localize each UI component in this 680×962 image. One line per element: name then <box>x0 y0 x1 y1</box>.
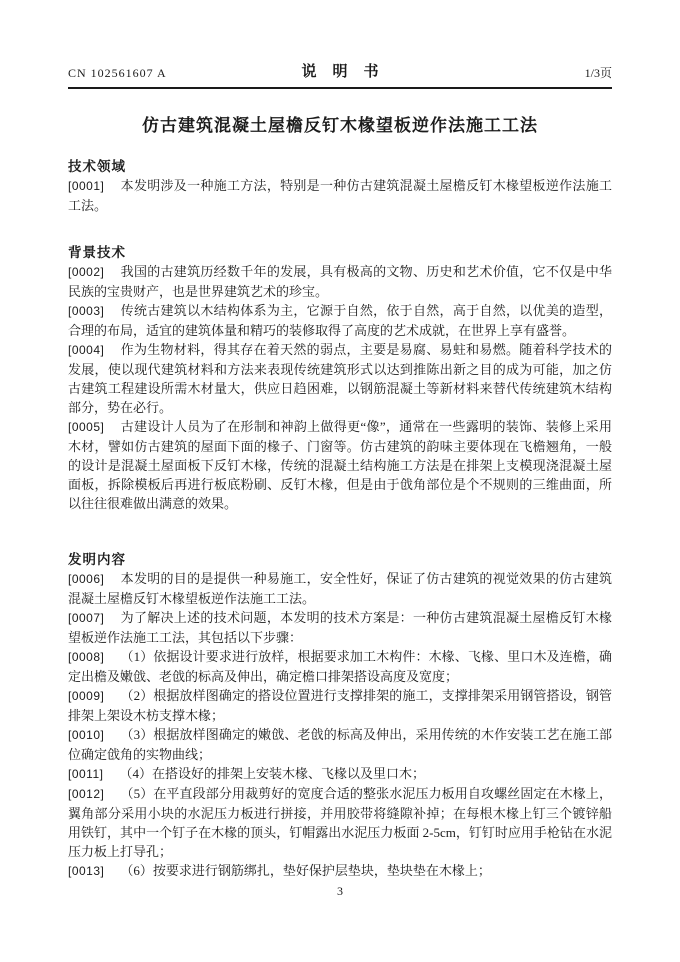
document-section <box>68 157 612 215</box>
paragraph-text: 我国的古建筑历经数千年的发展，具有极高的文物、历史和艺术价值，它不仅是中华民族的宝贵财产，也是世界建筑艺术的珍宝。 <box>68 264 612 299</box>
paragraph-text: 为了解决上述的技术问题，本发明的技术方案是：一种仿古建筑混凝土屋檐反钉木椽望板逆作法施工工法，其包括以下步骤： <box>68 610 612 645</box>
paragraph-text: （1）依据设计要求进行放样，根据要求加工木构件：木椽、飞椽、里口木及连檐，确定出檐及嫩戗、老戗的标高及伸出，确定檐口排架搭设高度及宽度； <box>68 649 612 684</box>
paragraph-text: （5）在平直段部分用裁剪好的宽度合适的整张水泥压力板用自攻螺丝固定在木椽上，翼角部分采用小块的水泥压力板进行拼接，并用胶带将缝隙补掉；在每根木椽上钉三个镀锌船用铁钉，其中一个钉子在木椽的顶头，钉帽露出水泥压力板面 2-5cm，钉钉时应用手枪钻在水泥压力板上打导孔； <box>68 786 612 859</box>
numbered-paragraph <box>68 340 612 417</box>
paragraph-text: （4）在搭设好的排架上安装木椽、飞椽以及里口木； <box>119 766 425 781</box>
page-number: 3 <box>337 884 343 898</box>
paragraph-text: （3）根据放样图确定的嫩戗、老戗的标高及伸出，采用传统的木作安装工艺在施工部位确定戗角的实物曲线； <box>68 727 612 762</box>
numbered-paragraph <box>68 784 612 861</box>
document-section <box>68 550 612 881</box>
document-section <box>68 243 612 513</box>
paragraph-text: 本发明涉及一种施工方法，特别是一种仿古建筑混凝土屋檐反钉木椽望板逆作法施工工法。 <box>68 178 612 213</box>
document-type-label: 说明书 <box>301 64 395 80</box>
section-heading: 发明内容 <box>68 552 126 567</box>
paragraph-number: [0009] <box>68 689 105 703</box>
paragraph-number: [0001] <box>68 179 105 193</box>
section-heading: 技术领域 <box>68 159 126 174</box>
paragraph-text: （6）按要求进行钢筋绑扎，垫好保护层垫块，垫块垫在木椽上； <box>120 863 491 878</box>
paragraph-number: [0006] <box>68 572 105 586</box>
paragraph-number: [0002] <box>68 265 105 279</box>
paragraph-number: [0008] <box>68 650 105 664</box>
invention-title: 仿古建筑混凝土屋檐反钉木椽望板逆作法施工工法 <box>142 116 538 135</box>
paragraph-number: [0012] <box>68 787 105 801</box>
numbered-paragraph <box>68 764 612 784</box>
section-heading: 背景技术 <box>68 245 126 260</box>
numbered-paragraph <box>68 569 612 608</box>
numbered-paragraph <box>68 301 612 340</box>
page-footer <box>0 882 680 900</box>
numbered-paragraph <box>68 176 612 215</box>
numbered-paragraph <box>68 608 612 647</box>
paragraph-number: [0004] <box>68 343 105 357</box>
paragraph-number: [0005] <box>68 420 105 434</box>
paragraph-number: [0010] <box>68 728 105 742</box>
paragraph-text: 古建设计人员为了在形制和神韵上做得更“像”，通常在一些露明的装饰、装修上采用木材，譬如仿古建筑的屋面下面的椽子、门窗等。仿古建筑的韵味主要体现在飞檐翘角，一般的设计是混凝土屋面板下反钉木椽，传统的混凝土结构施工方法是在排架上支模现浇混凝土屋面板，拆除模板后再进行板底粉刷、反钉木椽，但是由于戗角部位是个不规则的三维曲面，所以往往很难做出满意的效果。 <box>68 419 612 511</box>
paragraph-number: [0011] <box>68 767 104 781</box>
page-header <box>68 60 612 89</box>
numbered-paragraph <box>68 647 612 686</box>
paragraph-text: （2）根据放样图确定的搭设位置进行支撑排架的施工，支撑排架采用钢管搭设，钢管排架上架设木枋支撑木椽； <box>68 688 612 723</box>
page-indicator: 1/3页 <box>584 66 613 80</box>
paragraph-text: 传统古建筑以木结构体系为主，它源于自然，依于自然，高于自然，以优美的造型，合理的布局，适宜的建筑体量和精巧的装修取得了高度的艺术成就，在世界上享有盛誉。 <box>68 303 612 338</box>
paragraph-text: 本发明的目的是提供一种易施工，安全性好，保证了仿古建筑的视觉效果的仿古建筑混凝土屋檐反钉木椽望板逆作法施工工法。 <box>68 571 612 606</box>
paragraph-number: [0007] <box>68 611 105 625</box>
document-body <box>68 157 612 881</box>
document-number: CN 102561607 A <box>68 66 167 80</box>
numbered-paragraph <box>68 686 612 725</box>
paragraph-number: [0013] <box>68 864 105 878</box>
numbered-paragraph <box>68 262 612 301</box>
numbered-paragraph <box>68 861 612 881</box>
numbered-paragraph <box>68 417 612 513</box>
paragraph-number: [0003] <box>68 304 105 318</box>
numbered-paragraph <box>68 725 612 764</box>
paragraph-text: 作为生物材料，得其存在着天然的弱点，主要是易腐、易蛀和易燃。随着科学技术的发展，使以现代建筑材料和方法来表现传统建筑形式以达到推陈出新之目的成为可能，加之仿古建筑工程建设所需木材量大，供应日趋困难，以钢筋混凝土等新材料来替代传统建筑木结构部分，势在必行。 <box>68 342 612 415</box>
